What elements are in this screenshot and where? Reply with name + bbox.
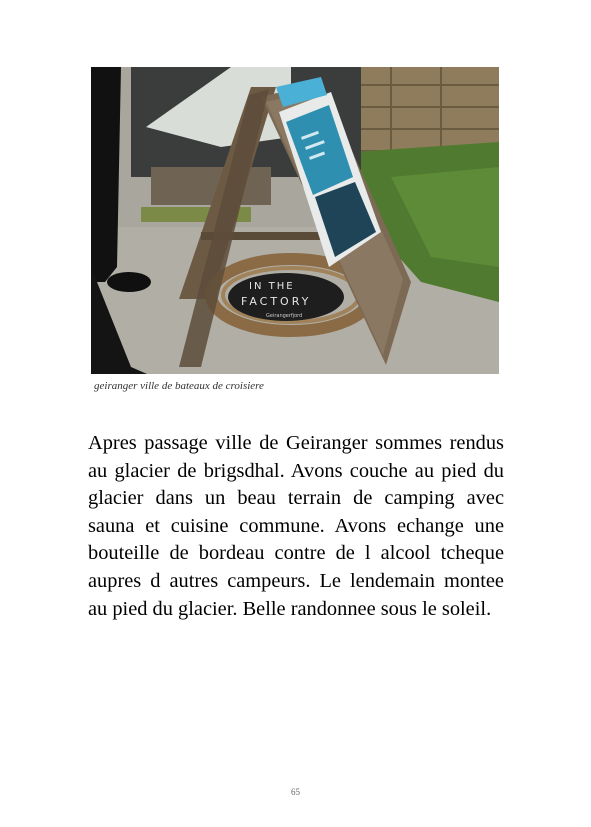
sign-text-line1: IN THE [249,281,295,292]
sign-text-line3: Geirangerfjord [266,313,303,319]
body-paragraph: Apres passage ville de Geiranger sommes rendus au glacier de brigsdhal. Avons couche au pied du glacier dans un beau terrain de camping avec sauna et cuisine commune. Avons echange une bouteille de bordeau contre de l alcool tcheque aupres d autres campeurs. Le lendemain montee au pied du glacier. Belle randonnee sous le soleil. [88,432,504,620]
sign-text-line2: FACTORY [241,295,312,308]
photo-image [91,67,499,374]
photo-illustration [91,67,499,374]
photo-caption: geiranger ville de bateaux de croisiere [94,380,264,392]
page-number: 65 [291,787,300,797]
